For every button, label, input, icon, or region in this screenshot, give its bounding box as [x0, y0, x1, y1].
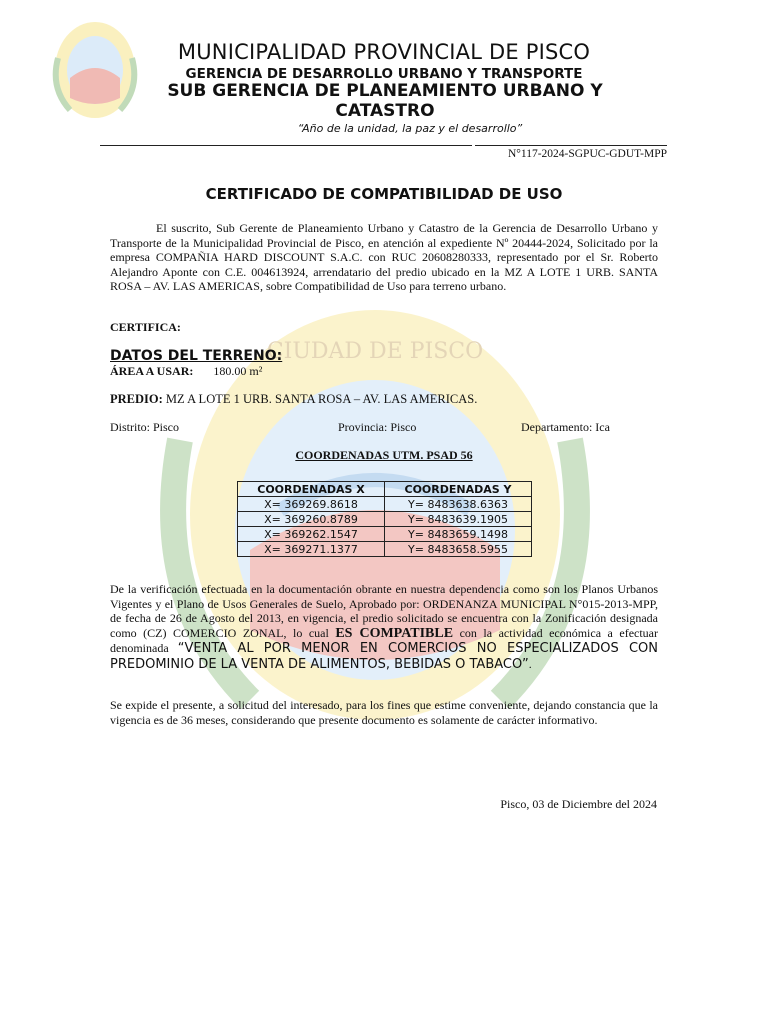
coord-y: Y= 8483658.5955	[385, 542, 532, 557]
verification-text: De la verificación efectuada en la documentación obrante en nuestra dependencia como son los Planos Urbanos Vigentes y el Plano de Usos Generales de Suelo, Aprobado por: ORDENANZA MUNICIPAL N°015-2013-MPP, de fecha de 26 de Agosto del 2013, en vigencia, el predio solicitado se encuentra con la Zonificación designada como (CZ) COMERCIO ZONAL, lo cual	[110, 582, 658, 640]
provincia: Provincia: Pisco	[338, 420, 417, 434]
departamento: Departamento: Ica	[521, 420, 610, 434]
certifica-label: CERTIFICA:	[110, 320, 181, 334]
verification-paragraph	[110, 582, 658, 673]
subdepartment-name: SUB GERENCIA DE PLANEAMIENTO URBANO Y CATASTRO	[167, 81, 603, 121]
municipality-name: MUNICIPALIDAD PROVINCIAL DE PISCO	[177, 40, 591, 64]
document-number: N°117-2024-SGPUC-GDUT-MPP	[507, 148, 667, 160]
datos-heading: DATOS DEL TERRENO:	[110, 348, 283, 364]
header-rule-left	[100, 145, 472, 146]
area-value: 180.00 m²	[213, 364, 263, 378]
intro-paragraph	[110, 221, 658, 294]
table-row	[238, 512, 532, 527]
coord-x: X= 369269.8618	[238, 497, 385, 512]
closing-paragraph: Se expide el presente, a solicitud del interesado, para los fines que estime conveniente, dejando constancia que la vigencia es de 36 meses, considerando que presente documento es solamente de carácter informativo.	[110, 698, 658, 727]
coordinates-table	[237, 481, 532, 557]
period: .	[528, 656, 532, 671]
coord-y: Y= 8483659.1498	[385, 527, 532, 542]
compatible-label: ES COMPATIBLE	[335, 625, 454, 641]
predio-row	[110, 392, 477, 407]
area-label: ÁREA A USAR:	[110, 364, 194, 378]
table-header-row	[238, 482, 532, 497]
predio-value: MZ A LOTE 1 URB. SANTA ROSA – AV. LAS AMERICAS.	[165, 392, 478, 406]
coord-y: Y= 8483639.1905	[385, 512, 532, 527]
coord-x: X= 369260.8789	[238, 512, 385, 527]
distrito: Distrito: Pisco	[110, 420, 180, 434]
column-header: COORDENADAS X	[238, 482, 385, 497]
header-rule-right	[475, 145, 667, 146]
column-header: COORDENADAS Y	[385, 482, 532, 497]
coord-x: X= 369262.1547	[238, 527, 385, 542]
predio-label: PREDIO:	[110, 392, 163, 406]
verification-text-2: con la actividad económica a efectuar denominada	[110, 625, 659, 656]
department-name: GERENCIA DE DESARROLLO URBANO Y TRANSPORTE	[185, 66, 583, 82]
watermark-label: CIUDAD DE PISCO	[266, 339, 484, 364]
area-row	[110, 364, 262, 379]
document-title: CERTIFICADO DE COMPATIBILIDAD DE USO	[205, 185, 563, 203]
table-row	[238, 527, 532, 542]
table-row	[238, 497, 532, 512]
coord-x: X= 369271.1377	[238, 542, 385, 557]
coord-y: Y= 8483638.6363	[385, 497, 532, 512]
date-line: Pisco, 03 de Diciembre del 2024	[500, 797, 657, 811]
intro-text: El suscrito, Sub Gerente de Planeamiento Urbano y Catastro de la Gerencia de Desarrollo Urbano y Transporte de la Municipalidad Provincial de Pisco, en atención al expediente Nº 20444-2024, Solicitado por la empresa COMPAÑIA HARD DISCOUNT S.A.C. con RUC 20608280333, representado por el Sr. Roberto Alejandro Aponte con C.E. 004613924, arrendatario del predio ubicado en la MZ A LOTE 1 URB. SANTA ROSA – AV. LAS AMERICAS, sobre Compatibilidad de Uso para terreno urbano.	[110, 221, 658, 294]
year-motto: “Año de la unidad, la paz y el desarrollo”	[297, 122, 523, 135]
table-row	[238, 542, 532, 557]
activity-name: “VENTA AL POR MENOR EN COMERCIOS NO ESPECIALIZADOS CON PREDOMINIO DE LA VENTA DE ALIMENTOS, BEBIDAS O TABACO”	[110, 641, 658, 672]
coordinates-title: COORDENADAS UTM. PSAD 56	[295, 448, 473, 462]
